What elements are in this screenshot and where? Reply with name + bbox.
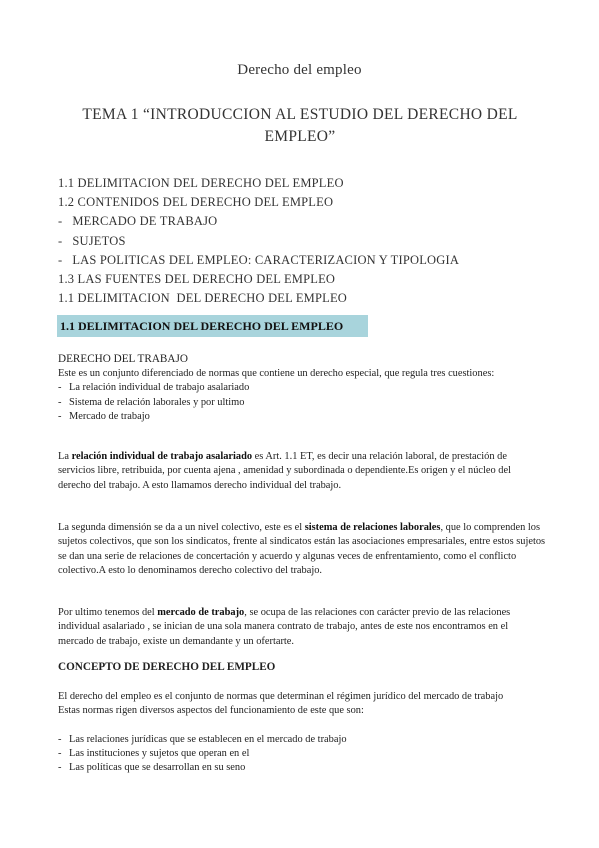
concepto-block: [58, 690, 546, 775]
bold-term: relación individual de trabajo asalariado: [71, 451, 253, 462]
document-title: Derecho del empleo: [237, 62, 362, 78]
table-of-contents: [58, 174, 558, 308]
toc-line: - MERCADO DE TRABAJO: [58, 214, 218, 229]
list-item: - La relación individual de trabajo asalariado: [58, 382, 250, 394]
bold-term: mercado de trabajo: [157, 607, 245, 618]
concepto-paragraph: El derecho del empleo es el conjunto de normas que determinan el régimen jurídico del mercado de trabajo: [58, 691, 504, 702]
list-item: - Las relaciones jurídicas que se establecen en el mercado de trabajo: [58, 733, 347, 745]
derecho-trabajo-block: [58, 352, 546, 424]
derecho-trabajo-heading: DERECHO DEL TRABAJO: [58, 353, 188, 365]
list-item: - Las instituciones y sujetos que operan en el: [58, 747, 250, 759]
derecho-trabajo-intro: Este es un conjunto diferenciado de normas que contiene un derecho especial, que regula tres cuestiones:: [58, 368, 495, 379]
section-heading-text: 1.1 DELIMITACION DEL DERECHO DEL EMPLEO: [60, 319, 344, 333]
list-item: - Mercado de trabajo: [58, 410, 150, 422]
topic-title: TEMA 1 “INTRODUCCION AL ESTUDIO DEL DERECHO DEL EMPLEO”: [82, 106, 518, 145]
toc-line: 1.3 LAS FUENTES DEL DERECHO DEL EMPLEO: [58, 272, 336, 287]
paragraph-individual: La relación individual de trabajo asalariado es Art. 1.1 ET, es decir una relación laboral, de prestación de servicios libre, retribuida, por cuenta ajena , amenidad y subordinada o dependiente.Es origen y el núcleo del derecho del trabajo. A esto llamamos derecho individual del trabajo.: [58, 451, 511, 491]
toc-line: 1.1 DELIMITACION DEL DERECHO DEL EMPLEO: [58, 176, 344, 190]
toc-line: - SUJETOS: [58, 233, 126, 248]
toc-line: - LAS POLITICAS DEL EMPLEO: CARACTERIZACION Y TIPOLOGIA: [58, 252, 460, 267]
concepto-paragraph: Estas normas rigen diversos aspectos del funcionamiento de este que son:: [58, 705, 364, 717]
section-heading: [57, 315, 368, 337]
list-item: - Sistema de relación laborales y por ultimo: [58, 396, 245, 408]
concepto-heading: CONCEPTO DE DERECHO DEL EMPLEO: [58, 661, 276, 673]
toc-line: 1.2 CONTENIDOS DEL DERECHO DEL EMPLEO: [58, 195, 334, 210]
paragraph-mercado: Por ultimo tenemos del mercado de trabajo, se ocupa de las relaciones con carácter previo de las relaciones individual asalariado , se inician de una sola manera contrato de trabajo, antes de este nos encontramos en el mercado de trabajo, existe un demandante y un ofertarte.: [58, 607, 511, 647]
toc-line: 1.1 DELIMITACION DEL DERECHO DEL EMPLEO: [58, 291, 348, 306]
list-item: - Las políticas que se desarrollan en su seno: [58, 762, 246, 774]
paragraph-colectivo: La segunda dimensión se da a un nivel colectivo, este es el sistema de relaciones laborales, que lo comprenden los sujetos colectivos, que son los sindicatos, frente al sindicatos están las asociaciones empresariales, entre estos sujetos se dan una serie de relaciones de concertación y acuerdo y algunas veces de enfrentamiento, como el conflicto colectivo.A esto lo denominamos derecho colectivo del trabajo.: [58, 522, 546, 576]
concepto-heading-block: [58, 660, 546, 674]
bold-term: sistema de relaciones laborales: [304, 522, 441, 533]
